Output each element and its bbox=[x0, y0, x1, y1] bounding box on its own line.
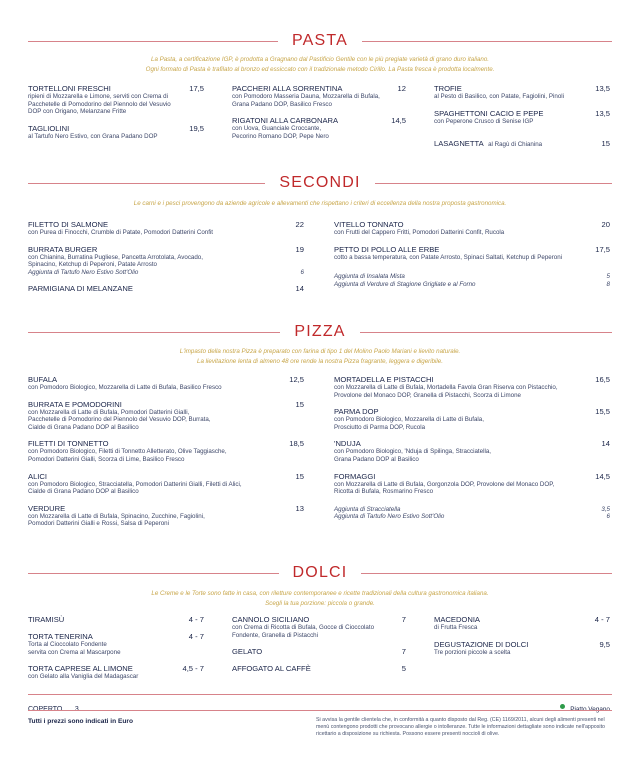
item-name: MORTADELLA E PISTACCHI bbox=[334, 375, 434, 384]
item-price: 12,5 bbox=[289, 375, 304, 384]
item-name: PETTO DI POLLO ALLE ERBE bbox=[334, 244, 440, 254]
footer-divider-bottom bbox=[28, 710, 612, 711]
item-name: FILETTI DI TONNETTO bbox=[28, 439, 109, 449]
item-name: TORTA TENERINA bbox=[28, 632, 93, 641]
footer-divider-top bbox=[28, 694, 612, 695]
dolci-intro: Le Creme e le Torte sono fatte in casa, con riletture contemporanee e ricette tradizionali della cultura gastronomica italiana. Scegli la tua porzione: piccola o grande. bbox=[151, 590, 489, 607]
menu-item bbox=[28, 472, 304, 496]
section-title-dolci: DOLCI bbox=[292, 564, 348, 581]
menu-item bbox=[334, 375, 610, 399]
menu-item bbox=[232, 647, 406, 656]
menu-item bbox=[334, 407, 610, 431]
item-price: 7 bbox=[401, 647, 406, 657]
item-name: PARMA DOP bbox=[334, 407, 379, 417]
item-desc: con Pomodoro Biologico, Mozzarella di Latte di Bufala, Basilico Fresco bbox=[28, 384, 222, 391]
item-name: FORMAGGI bbox=[334, 471, 376, 481]
secondi-intro: Le carni e i pesci provengono da aziende agricole e allevamenti che rispettano i criteri di eccellenza della nostra proposta gastronomica. bbox=[133, 200, 507, 207]
item-price: 15,5 bbox=[595, 407, 610, 417]
prices-note: Tutti i prezzi sono indicati in Euro bbox=[28, 718, 134, 725]
pizza-intro: L'impasto della nostra Pizza è preparato con farina di tipo 1 del Molino Paolo Mariani e lievito naturale. La lievitazione lenta di almeno 48 ore rende la nostra Pizza fragrante, leggera e digeribile. bbox=[179, 348, 461, 365]
menu-item bbox=[28, 220, 304, 237]
item-name: RIGATONI ALLA CARBONARA bbox=[232, 116, 339, 126]
item-desc: con Pomodoro Masseria Dauna, Mozzarella di Bufala, Grana Padano DOP, Basilico Fresco bbox=[232, 93, 380, 108]
menu-item bbox=[28, 400, 304, 432]
addon-row bbox=[334, 506, 610, 514]
item-name: MACEDONIA bbox=[434, 615, 480, 624]
item-name: BURRATA E POMODORINI bbox=[28, 399, 122, 409]
item-name: VITELLO TONNATO bbox=[334, 220, 404, 229]
vegan-legend bbox=[560, 698, 610, 716]
addon-text: Aggiunta di Stracciatella bbox=[334, 505, 401, 513]
secondi-left bbox=[28, 220, 304, 301]
addon-text: Aggiunta di Tartufo Nero Estivo Sott'Olio bbox=[334, 513, 445, 521]
addon-price: 6 bbox=[606, 513, 610, 521]
vegan-dot-icon bbox=[560, 704, 565, 709]
item-desc: con Uova, Guanciale Croccante, Pecorino Romano DOP, Pepe Nero bbox=[232, 125, 329, 140]
item-name: SPAGHETTONI CACIO E PEPE bbox=[434, 108, 544, 118]
menu-item bbox=[28, 245, 304, 277]
section-header-secondi bbox=[28, 173, 612, 193]
pasta-column-3 bbox=[434, 84, 610, 159]
item-name: BUFALA bbox=[28, 375, 58, 384]
addon-price: 3,5 bbox=[601, 505, 610, 513]
divider-line bbox=[362, 41, 612, 42]
item-name: AFFOGATO AL CAFFÈ bbox=[232, 664, 311, 674]
menu-item bbox=[28, 615, 204, 624]
menu-item bbox=[28, 124, 204, 141]
item-name: TORTELLONI FRESCHI bbox=[28, 84, 111, 93]
item-price: 15 bbox=[295, 471, 304, 481]
item-price: 19 bbox=[295, 244, 304, 254]
divider-line bbox=[28, 183, 265, 184]
secondi-right bbox=[334, 220, 610, 288]
item-desc: con Chianina, Burratina Pugliese, Pancetta Arrotolata, Avocado, Spinacino, Ketchup di Peperoni, Patate Arrosto bbox=[28, 253, 203, 269]
item-price: 14 bbox=[295, 284, 304, 294]
item-price: 19,5 bbox=[189, 123, 204, 133]
item-price: 15 bbox=[295, 399, 304, 409]
menu-item bbox=[232, 116, 406, 140]
menu-item bbox=[434, 84, 610, 101]
addon-text: Aggiunta di Tartufo Nero Estivo Sott'Olio bbox=[28, 268, 139, 276]
menu-item bbox=[334, 472, 610, 496]
allergen-notice: Si avvisa la gentile clientela che, in conformità a quanto disposto dal Reg. (CE) 1169/2011, alcuni degli alimenti presenti nel menù contengono prodotti che provocano allergie o intolleranze. Tutte le informazioni dettagliate sono indicate nell'apposito ricettario a disposizione su richiesta. Possono essere presenti noccioli di olive. bbox=[316, 717, 605, 738]
item-desc: al Ragù di Chianina bbox=[488, 141, 543, 149]
item-price: 14,5 bbox=[595, 471, 610, 481]
item-name: DEGUSTAZIONE DI DOLCI bbox=[434, 639, 529, 649]
menu-item bbox=[232, 615, 406, 639]
item-price: 20 bbox=[601, 220, 610, 229]
divider-line bbox=[28, 573, 279, 574]
dolci-column-2 bbox=[232, 615, 406, 681]
item-name: GELATO bbox=[232, 647, 263, 657]
item-desc: con Peperone Crusco di Senise IGP bbox=[434, 117, 534, 125]
addon-text: Aggiunta di Verdure di Stagione Grigliate e al Forno bbox=[334, 280, 476, 288]
menu-item bbox=[28, 284, 304, 293]
menu-item bbox=[28, 439, 304, 463]
item-price: 4 - 7 bbox=[188, 615, 204, 624]
item-price: 17,5 bbox=[595, 244, 610, 254]
item-price: 13 bbox=[295, 503, 304, 513]
menu-item bbox=[334, 220, 610, 237]
item-price: 5 bbox=[401, 664, 406, 674]
item-price: 22 bbox=[295, 220, 304, 229]
menu-item bbox=[334, 245, 610, 262]
pasta-column-1 bbox=[28, 84, 204, 148]
menu-item bbox=[232, 664, 406, 673]
item-name: VERDURE bbox=[28, 503, 66, 513]
item-desc: con Gelato alla Vaniglia del Madagascar bbox=[28, 673, 139, 681]
addon-row bbox=[334, 513, 610, 521]
item-desc: con Pomodoro Biologico, 'Nduja di Spilinga, Stracciatella, Grana Padano DOP al Basilico bbox=[334, 448, 491, 463]
item-name: 'NDUJA bbox=[334, 439, 361, 449]
menu-item bbox=[28, 664, 204, 681]
item-price: 4,5 - 7 bbox=[182, 664, 204, 674]
item-price: 15 bbox=[601, 139, 610, 149]
item-price: 18,5 bbox=[289, 439, 304, 449]
item-desc: con Pomodoro Biologico, Mozzarella di Latte di Bufala, Prosciutto di Parma DOP, Rucola bbox=[334, 416, 484, 431]
item-name: TAGLIOLINI bbox=[28, 123, 70, 133]
menu-item bbox=[232, 84, 406, 108]
item-desc: al Pesto di Basilico, con Patate, Fagiolini, Pinoli bbox=[434, 93, 565, 100]
divider-line bbox=[360, 332, 612, 333]
item-desc: con Mozzarella di Latte di Bufala, Spinacino, Zucchine, Fagiolini, Pomodori Datterini Gialli e Rossi, Salsa di Peperoni bbox=[28, 512, 205, 528]
menu-item bbox=[28, 375, 304, 392]
item-price: 4 - 7 bbox=[188, 632, 204, 641]
addon-price: 6 bbox=[300, 268, 304, 276]
divider-line bbox=[28, 41, 278, 42]
item-name: LASAGNETTA bbox=[434, 139, 484, 149]
item-name: TIRAMISÙ bbox=[28, 615, 65, 624]
addon-price: 8 bbox=[606, 280, 610, 288]
section-title-pasta: PASTA bbox=[291, 32, 349, 49]
item-name: PACCHERI ALLA SORRENTINA bbox=[232, 84, 343, 93]
dolci-column-1 bbox=[28, 615, 204, 689]
item-price: 13,5 bbox=[595, 84, 610, 93]
item-name: TROFIE bbox=[434, 84, 462, 93]
item-price: 9,5 bbox=[599, 639, 610, 649]
divider-line bbox=[375, 183, 612, 184]
item-name: PARMIGIANA DI MELANZANE bbox=[28, 284, 133, 294]
item-price: 16,5 bbox=[595, 375, 610, 384]
item-desc: ripieni di Mozzarella e Limone, serviti con Crema di Pacchetelle di Pomodorino del Piennolo del Vesuvio DOP con Origano, Melanzane Fritte bbox=[28, 93, 171, 116]
item-desc: di Frutta Fresca bbox=[434, 624, 478, 631]
menu-item bbox=[434, 615, 610, 632]
item-price: 14 bbox=[601, 439, 610, 449]
item-price: 7 bbox=[401, 615, 406, 624]
item-name: FILETTO DI SALMONE bbox=[28, 220, 109, 229]
item-desc: con Frutti del Cappero Fritti, Pomodori Datterini Confit, Rucola bbox=[334, 229, 505, 236]
item-desc: Tre porzioni piccole a scelta bbox=[434, 648, 511, 656]
item-desc: con Purea di Finocchi, Crumble di Patate, Pomodori Datterini Confit bbox=[28, 229, 214, 236]
item-name: ALICI bbox=[28, 471, 47, 481]
pasta-column-2 bbox=[232, 84, 406, 148]
menu-item bbox=[434, 109, 610, 126]
menu-item bbox=[28, 632, 204, 656]
pizza-left bbox=[28, 375, 304, 536]
item-desc: con Pomodoro Biologico, Filetti di Tonnetto Alletterato, Olive Taggiasche, Pomodori Datterini Gialli, Scorza di Lime, Basilico Fresco bbox=[28, 448, 227, 463]
item-desc: cotto a bassa temperatura, con Patate Arrosto, Spinaci Saltati, Ketchup di Peperoni bbox=[334, 253, 563, 261]
addon-price: 5 bbox=[606, 273, 610, 281]
section-header-dolci bbox=[28, 563, 612, 583]
item-name: CANNOLO SICILIANO bbox=[232, 615, 310, 624]
menu-item bbox=[434, 133, 610, 151]
menu-item bbox=[28, 84, 204, 116]
menu-item bbox=[434, 640, 610, 657]
item-name: TORTA CAPRESE AL LIMONE bbox=[28, 664, 133, 674]
menu-item bbox=[334, 439, 610, 463]
dolci-column-3 bbox=[434, 615, 610, 664]
item-price: 14,5 bbox=[391, 116, 406, 126]
pizza-right bbox=[334, 375, 610, 521]
addon-row bbox=[334, 281, 610, 289]
item-price: 13,5 bbox=[595, 108, 610, 118]
item-desc: con Mozzarella di Latte di Bufala, Gorgonzola DOP, Provolone del Monaco DOP, Ricotta di Bufala, Rosmarino Fresco bbox=[334, 480, 555, 496]
item-price: 4 - 7 bbox=[594, 615, 610, 624]
item-price: 17,5 bbox=[189, 84, 204, 93]
item-desc: al Tartufo Nero Estivo, con Grana Padano DOP bbox=[28, 132, 158, 140]
section-title-pizza: PIZZA bbox=[294, 323, 346, 340]
section-header-pasta bbox=[28, 31, 612, 51]
divider-line bbox=[28, 332, 280, 333]
item-name: BURRATA BURGER bbox=[28, 244, 98, 254]
addon-text: Aggiunta di Insalata Mista bbox=[334, 273, 405, 281]
section-header-pizza bbox=[28, 322, 612, 342]
item-desc: con Pomodoro Biologico, Stracciatella, Pomodori Datterini Gialli, Filetti di Alici, Cialde di Grana Padano DOP al Basilico bbox=[28, 480, 242, 496]
item-desc: con Crema di Ricotta di Bufala, Gocce di Cioccolato Fondente, Granella di Pistacchi bbox=[232, 624, 375, 639]
divider-line bbox=[361, 573, 612, 574]
item-price: 12 bbox=[397, 84, 406, 93]
item-desc: Torta al Cioccolato Fondente servita con Crema al Mascarpone bbox=[28, 641, 121, 656]
section-title-secondi: SECONDI bbox=[279, 174, 361, 191]
addon-row bbox=[334, 273, 610, 281]
item-desc: con Mozzarella di Latte di Bufala, Pomodori Datterini Gialli, Pacchetelle di Pomodorino del Piennolo del Vesuvio DOP, Burrata, Cialde di Grana Padano DOP al Basilico bbox=[28, 408, 211, 431]
addon-row bbox=[28, 269, 304, 277]
pasta-intro: La Pasta, a certificazione IGP, è prodotta a Gragnano dal Pastificio Gentile con le più pregiate varietà di grano duro italiano. Ogni formato di Pasta è trafilato al bronzo ed essiccato con il tradizionale metodo Cirillo. La Pasta fresca è prodotta localmente. bbox=[145, 56, 495, 73]
menu-item bbox=[28, 504, 304, 528]
coperto bbox=[28, 698, 79, 716]
item-desc: con Mozzarella di Latte di Bufala, Mortadella Favola Gran Riserva con Pistacchio, Provolone del Monaco DOP, Granella di Pistacchi, Scorza di Limone bbox=[334, 384, 558, 399]
